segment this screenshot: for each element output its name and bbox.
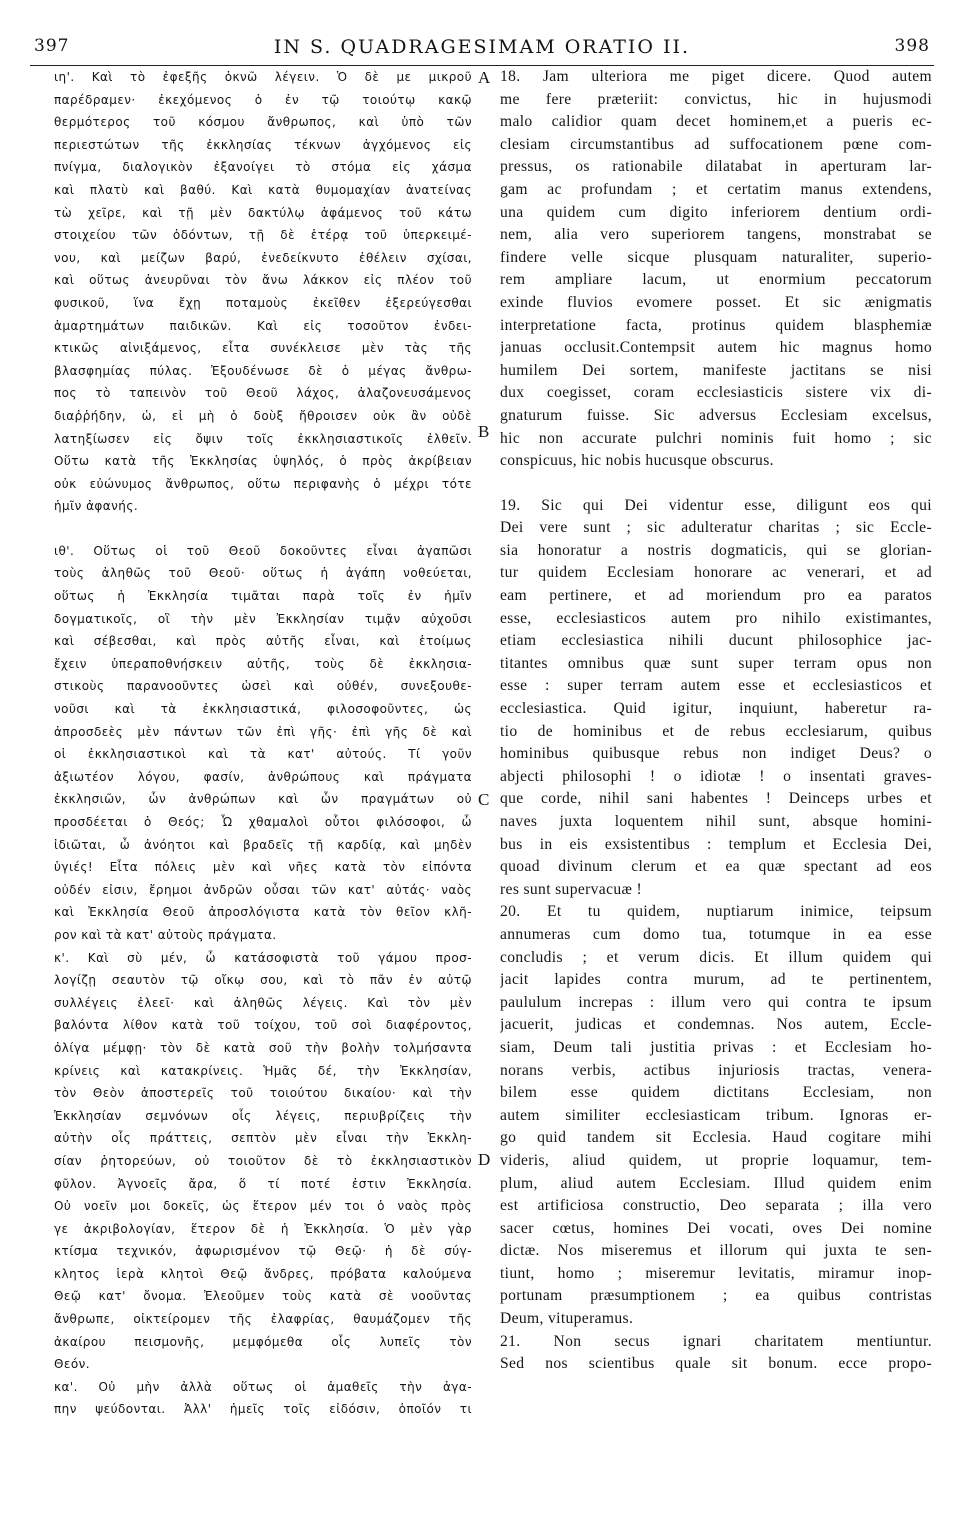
page-header bbox=[34, 36, 930, 62]
text-line: gnaturum fuisse. Sic adversus Ecclesiam excelsus, bbox=[500, 406, 932, 424]
text-line: 21. Non secus ignari charitatem mentiuntur. bbox=[500, 1332, 932, 1350]
text-line: οἱ ἐκκλησιαστικοὶ καὶ τὰ κατ' αὐτούς. Τί γοῦν bbox=[54, 747, 472, 762]
paragraph-1 bbox=[54, 66, 472, 518]
text-line: συλλέγεις ἐλεεῖ· καὶ ἀληθῶς λέγεις. Καὶ τὸν μὲν bbox=[54, 995, 472, 1010]
text-line: esse : super terram autem esse et ecclesiasticos et bbox=[500, 677, 932, 695]
text-line: res sunt supervacuæ ! bbox=[500, 880, 643, 898]
text-line: οὐδέν εἰσιν, ἔρημοι ἀνδρῶν οὖσαι τῶν κατ' αὐτάς· ναὸς bbox=[54, 882, 472, 897]
text-line: ἀκαίρου πεισμονῆς, μεμφόμεθα οἷς λυπεῖς τὸν bbox=[54, 1334, 472, 1349]
margin-marker-d: D bbox=[478, 1150, 491, 1169]
text-line: ecclesiastica. Quid igitur, inquiunt, haberetur ra- bbox=[500, 700, 932, 718]
text-line: ἡμῖν ἀφανής. bbox=[54, 499, 139, 514]
text-line: concludis ; et verum dicis. Et illum quidem qui bbox=[500, 948, 932, 966]
text-line: tio de hominibus et de rebus ecclesiarum, quibus bbox=[500, 722, 932, 740]
text-line: esse, ecclesiasticos autem pro nihilo existimantes, bbox=[500, 609, 932, 627]
margin-marker-a: A bbox=[478, 68, 491, 87]
text-line: πος τὸ ταπεινὸν τοῦ Θεοῦ λάχος, ἀλαζονευσάμενος bbox=[54, 386, 472, 401]
text-line: rem ampliare lacum, ut enormium peccatorum bbox=[500, 271, 932, 289]
text-line: ἔχειν ὑπεραποθνήσκειν αὐτῆς, τοὺς δὲ ἐκκλησια- bbox=[54, 656, 472, 671]
text-line: siam, Deum tali justitia privas : et Ecclesiam ho- bbox=[500, 1038, 932, 1056]
text-line: νου, καὶ μείζων βαρύ, ἐνεδείκνυτο ἐθέλειν σχίσαι, bbox=[54, 250, 472, 265]
text-line: καὶ Ἐκκλησία Θεοῦ ἀπροσλόγιστα κατὰ τὸν θεῖον κλῆ- bbox=[54, 905, 472, 920]
text-line: κτίσμα τεχνικόν, ἀφωρισμένον τῷ Θεῷ· ἡ δὲ σύγ- bbox=[54, 1244, 472, 1259]
text-line: quoad divinum clerum et ea quæ spectant ad eos bbox=[500, 858, 932, 876]
text-line: portunam præsumptionem ; ea quibus contristas bbox=[500, 1287, 932, 1305]
text-line: jacuerit, judicas et condemnas. Nos autem, Eccle- bbox=[500, 1016, 932, 1034]
text-line: januas occlusit.Contempsit autem hic magnus homo bbox=[500, 339, 932, 357]
text-line: sacer cœtus, homines Dei vocati, oves Dei nomine bbox=[500, 1219, 932, 1237]
text-line: καὶ σέβεσθαι, καὶ πρὸς αὐτῆς εἶναι, καὶ ἑτοίμως bbox=[54, 634, 472, 649]
text-line: ὑγιές! Εἶτα πόλεις μὲν καὶ νῆες κατὰ τὸν εἰπόντα bbox=[54, 860, 472, 875]
text-line: tur quidem Ecclesiam honorare ac venerari, et ad bbox=[500, 564, 932, 582]
text-line: στικοὺς παρανοοῦντες ὡσεὶ καὶ οὐθέν, συνεξουθε- bbox=[54, 679, 472, 694]
page-number-left: 397 bbox=[34, 36, 70, 56]
text-line: οὕτως ἡ Ἐκκλησία τιμᾶται παρὰ τοῖς ἐν ἡμῖν bbox=[54, 589, 472, 604]
text-line: οὐκ εὐώνυμος ἄνθρωπος, οὕτω περιφανὴς ὁ μέχρι τότε bbox=[54, 476, 472, 491]
text-line: sia honoratur a nostris dogmaticis, qui se glorian- bbox=[500, 541, 932, 559]
text-line: ιη'. Καὶ τὸ ἐφεξῆς ὀκνῶ λέγειν. Ὁ δὲ με μικροῦ bbox=[54, 70, 472, 84]
text-line: παρέδραμεν· ἐκεχόμενος ὁ ἐν τῷ τοιούτῳ κακῷ bbox=[54, 92, 472, 107]
text-line: πνίγμα, διαλογικὸν ἐξανοίγει τὸ στόμα εἰς χάσμα bbox=[54, 160, 472, 175]
text-line: Ἐκκλησίαν σεμνόνων οἷς λέγεις, περιυβρίζεις τὴν bbox=[54, 1108, 472, 1123]
text-line: λατηξίωσεν εἰς ὄψιν τοῖς ἐκκλησιαστικοῖς ἐλθεῖν. bbox=[54, 431, 472, 446]
text-line: Dei vere sunt ; sic adulteratur charitas ; sic Eccle- bbox=[500, 519, 932, 537]
text-line: titantes omnibus quæ sunt super terram opus non bbox=[500, 654, 932, 672]
text-line: Deum, vituperamus. bbox=[500, 1310, 634, 1328]
text-line: προσδέεται ὁ Θεός; Ὦ χθαμαλοὶ οὗτοι φιλόσοφοι, ὦ bbox=[54, 815, 472, 829]
text-line: hominibus quibusque rebus non indiget Deus? o bbox=[500, 745, 932, 763]
text-line: κτικῶς αἰνιξάμενος, εἶτα συνέκλεισε μὲν τὰς τῆς bbox=[54, 341, 472, 356]
text-line: Θεῷ κατ' ὄνομα. Ἐλεοῦμεν τοὺς κατὰ σὲ νοοῦντας bbox=[54, 1289, 472, 1304]
text-line: nem, alia vero superiorem tangens, monstrabat se bbox=[500, 226, 932, 244]
text-line: pressus, os rationabile dilatabat in aperturam lar- bbox=[500, 158, 932, 176]
text-line: ἀπροσδεὲς μὲν πάντων τῶν ἐπὶ γῆς· ἐπὶ γῆς δὲ καὶ bbox=[54, 724, 472, 739]
text-line: gam ac profundam ; et certatim manus extendens, bbox=[500, 180, 932, 198]
text-line: eam pertinere, et ad moriendum pro ea paratos bbox=[500, 587, 932, 605]
text-line: πην ψεύδονται. Ἀλλ' ἡμεῖς τοῖς εἰδόσιν, ὁποῖόν τι bbox=[54, 1402, 472, 1417]
text-line: etiam ecclesiastica nihili ducunt philosophice jac- bbox=[500, 632, 932, 650]
text-line: νοῦσι καὶ τὰ ἐκκλησιαστικά, φιλοσοφοῦντες, ὡς bbox=[54, 702, 472, 717]
latin-column bbox=[500, 66, 932, 1376]
text-line: Sed nos scientibus quale sit bonum. ecce propo- bbox=[500, 1355, 932, 1373]
text-line: tiunt, homo ; miseremur levitatis, miramur inop- bbox=[500, 1264, 932, 1282]
text-line: clesiam circumstantibus ad suffocationem pœne com- bbox=[500, 135, 932, 153]
paragraph-1 bbox=[500, 66, 932, 473]
text-line: τὼ χεῖρε, καὶ τῇ μὲν δακτύλῳ ἀφάμενος τοῦ κάτω bbox=[54, 205, 472, 220]
text-line: ὀλίγα μέμφῃ· τὸν δὲ κατὰ σοῦ τὴν βολὴν τολμήσαντα bbox=[54, 1040, 472, 1055]
text-line: γε ἀκριβολογίαν, ἕτερον δὲ ἡ Ἐκκλησία. Ὁ μὲν γὰρ bbox=[54, 1221, 472, 1236]
text-line: κρίνεις καὶ κατακρίνεις. Ἡμᾶς δέ, τὴν Ἐκκλησίαν, bbox=[54, 1063, 472, 1078]
paragraph-gap bbox=[500, 473, 932, 495]
text-line: βλασφημίας πύλας. Ἐξουδένωσε δὲ ὁ μέγας ἄνθρω- bbox=[54, 363, 472, 378]
text-line: conspicuus, hic nobis hucusque obscurus. bbox=[500, 452, 774, 470]
text-line: hic non accurate pulchri nominis fuit homo ; sic bbox=[500, 429, 932, 447]
text-line: dux coegisset, coram ecclesiasticis sistere vix di- bbox=[500, 384, 932, 402]
text-line: κα'. Οὐ μὴν ἀλλὰ οὕτως οἱ ἀμαθεῖς τὴν ἀγα- bbox=[54, 1379, 472, 1394]
text-line: findere velle sicque plusquam naturaliter, superio- bbox=[500, 248, 932, 266]
paragraph-gap bbox=[54, 518, 472, 540]
text-line: malo calidior quam decet hominem,et a pueris ec- bbox=[500, 113, 932, 131]
text-line: Οὐ νοεῖν μοι δοκεῖς, ὡς ἕτερον μέν τοι ὁ ναὸς πρὸς bbox=[54, 1199, 472, 1214]
text-line: bus in eis exsistentibus : templum et Ecclesia Dei, bbox=[500, 835, 932, 853]
text-line: ἀξιωτέον λόγου, φασίν, ἀνθρώπους καὶ πράγματα bbox=[54, 769, 472, 784]
text-line: ἄνθρωπε, οἰκτείρομεν τῆς ἐλαφρίας, θαυμάζομεν τῆς bbox=[54, 1312, 472, 1327]
text-line: κ'. Καὶ σὺ μέν, ὦ κατάσοφιστὰ τοῦ γάμου προσ- bbox=[54, 950, 472, 965]
text-line: δογματικοῖς, οἳ τὴν μὲν Ἐκκλησίαν τιμᾷν αὐχοῦσι bbox=[54, 611, 472, 626]
text-line: τοὺς ἀληθῶς τοῦ Θεοῦ· οὕτως ἡ ἀγάπη νοθεύεται, bbox=[54, 566, 472, 581]
text-line: ἰδιῶται, ὦ ἀνόητοι καὶ βραδεῖς τῇ καρδίᾳ, καὶ μηδὲν bbox=[54, 837, 472, 852]
text-line: naves juxta loquentem nihil sunt, absque homini- bbox=[500, 813, 932, 830]
text-line: plum, aliud autem Ecclesiam. Illud quidem enim bbox=[500, 1174, 932, 1192]
text-line: jacit lapides contra murum, ad te pertinentem, bbox=[500, 971, 932, 989]
margin-marker-b: B bbox=[478, 422, 490, 441]
text-line: αὐτὴν οἷς πράττεις, σεπτὸν μὲν εἶναι τὴν Ἐκκλη- bbox=[54, 1131, 472, 1146]
text-line: σίαν ῥητορεύων, οὐ τοιοῦτον δὲ τὸ ἐκκλησιαστικὸν bbox=[54, 1153, 472, 1168]
text-line: est artificiosa constructio, Deo separata ; illa vero bbox=[500, 1197, 932, 1215]
text-line: λογίζῃ σεαυτὸν τῷ οἴκῳ σου, καὶ τὸ πᾶν ἐν αὐτῷ bbox=[54, 973, 472, 988]
text-line: φῦλον. Ἀγνοεῖς ἄρα, ὅ τί ποτέ ἐστιν Ἐκκλησία. bbox=[54, 1176, 472, 1191]
paragraph-4 bbox=[500, 1331, 932, 1376]
text-line: ρον καὶ τὰ κατ' αὐτοὺς πράγματα. bbox=[54, 927, 277, 942]
paragraph-2 bbox=[500, 495, 932, 902]
paragraph-4 bbox=[54, 1376, 472, 1421]
text-line: θερμότερος τοῦ κόσμου ἄνθρωπος, καὶ ὑπὸ τῶν bbox=[54, 115, 472, 130]
text-line: στοιχείου τῶν ὀδόντων, τῇ δὲ ἑτέρᾳ τοῦ ὑπερκειμέ- bbox=[54, 228, 472, 243]
paragraph-3 bbox=[54, 947, 472, 1376]
text-line: autem similiter ecclesiasticam tribum. Ignoras er- bbox=[500, 1106, 932, 1124]
greek-column bbox=[54, 66, 472, 1421]
text-line: dictæ. Nos miseremus et illorum qui juxta te sen- bbox=[500, 1242, 932, 1260]
paragraph-3 bbox=[500, 901, 932, 1330]
text-line: 18. Jam ulteriora me piget dicere. Quod autem bbox=[500, 68, 932, 85]
text-line: καὶ πλατὺ καὶ βαθύ. Καὶ κατὰ θυμομαχίαν ἀνατείνας bbox=[54, 182, 472, 197]
text-line: 20. Et tu quidem, nuptiarum inimice, teipsum bbox=[500, 903, 932, 921]
text-line: κλητος ἱερὰ κλητοὶ Θεῷ ἄνδρες, πρόβατα καλούμενα bbox=[54, 1266, 472, 1281]
page-number-right: 398 bbox=[894, 36, 930, 56]
text-line: ἁμαρτημάτων παιδικῶν. Καὶ εἰς τοσοῦτον ἐνδει- bbox=[54, 318, 472, 333]
text-line: norans verbis, actibus injuriosis tractas, venera- bbox=[500, 1061, 932, 1079]
text-line: videris, aliud quidem, ut proprie loquamur, tem- bbox=[500, 1151, 932, 1169]
text-line: una quidem cum digito inferiorem dentium ordi- bbox=[500, 203, 932, 221]
text-line: que corde, nihil sani habentes ! Deinceps urbes et bbox=[500, 790, 932, 808]
text-line: interpretatione facta, protinus quidem blasphemiæ bbox=[500, 316, 932, 334]
text-line: annumeras cum domo tua, totumque in ea esse bbox=[500, 925, 932, 943]
text-line: καὶ οὕτως ἀνευρῦναι τὸν ἄνω λάκκον εἰς πλέον τοῦ bbox=[54, 273, 472, 288]
text-line: paululum increpas : illum vero qui contra te ipsum bbox=[500, 993, 932, 1011]
text-line: διαῤῥήδην, ὡ, εἰ μὴ ὁ δοὺξ ἤθροισεν οὐκ ἂν οὐδὲ bbox=[54, 408, 472, 423]
text-line: περιεστώτων τῆς ἐκκλησίας τέκνων ἀγχόμενος εἰς bbox=[54, 137, 472, 152]
text-line: τὸν Θεὸν ἀποστερεῖς τοῦ τοιούτου δικαίου· καὶ τὴν bbox=[54, 1086, 472, 1101]
text-line: humilem Dei sortem, manifeste jactitans se nisi bbox=[500, 361, 932, 379]
text-line: abjecti philosophi ! o idiotæ ! o insentati graves- bbox=[500, 767, 932, 785]
text-line: exinde fluvios evomere posset. Et sic ænigmatis bbox=[500, 293, 932, 311]
text-line: βαλόντα λίθον κατὰ τοῦ τοίχου, τοῦ σοὶ διαφέροντος, bbox=[54, 1018, 472, 1033]
text-line: go quid tandem sit Ecclesia. Haud cogitare mihi bbox=[500, 1129, 932, 1147]
text-line: Οὕτω κατὰ τῆς Ἐκκλησίας ὑψηλός, ὁ πρὸς ἀκρίβειαν bbox=[54, 454, 472, 469]
text-line: φυσικοῦ, ἵνα ἔχῃ ποταμοὺς ἐκεῖθεν ἐξερεύγεσθαι bbox=[54, 295, 472, 310]
margin-marker-c: C bbox=[478, 790, 490, 809]
running-title: IN S. QUADRAGESIMAM ORATIO II. bbox=[273, 36, 691, 58]
text-line: me fere præteriit: convictus, hic in hujusmodi bbox=[500, 90, 932, 108]
text-line: ἐκκλησιῶν, ὧν ἀνθρώπων καὶ ὧν πραγμάτων οὐ bbox=[54, 792, 472, 807]
text-line: 19. Sic qui Dei videntur esse, diligunt eos qui bbox=[500, 496, 932, 514]
text-line: Θεόν. bbox=[54, 1357, 91, 1372]
paragraph-2 bbox=[54, 540, 472, 947]
text-line: ιθ'. Οὕτως οἱ τοῦ Θεοῦ δοκοῦντες εἶναι ἀγαπῶσι bbox=[54, 543, 472, 558]
text-line: bilem esse quidem dictitans Ecclesiam, non bbox=[500, 1084, 932, 1102]
